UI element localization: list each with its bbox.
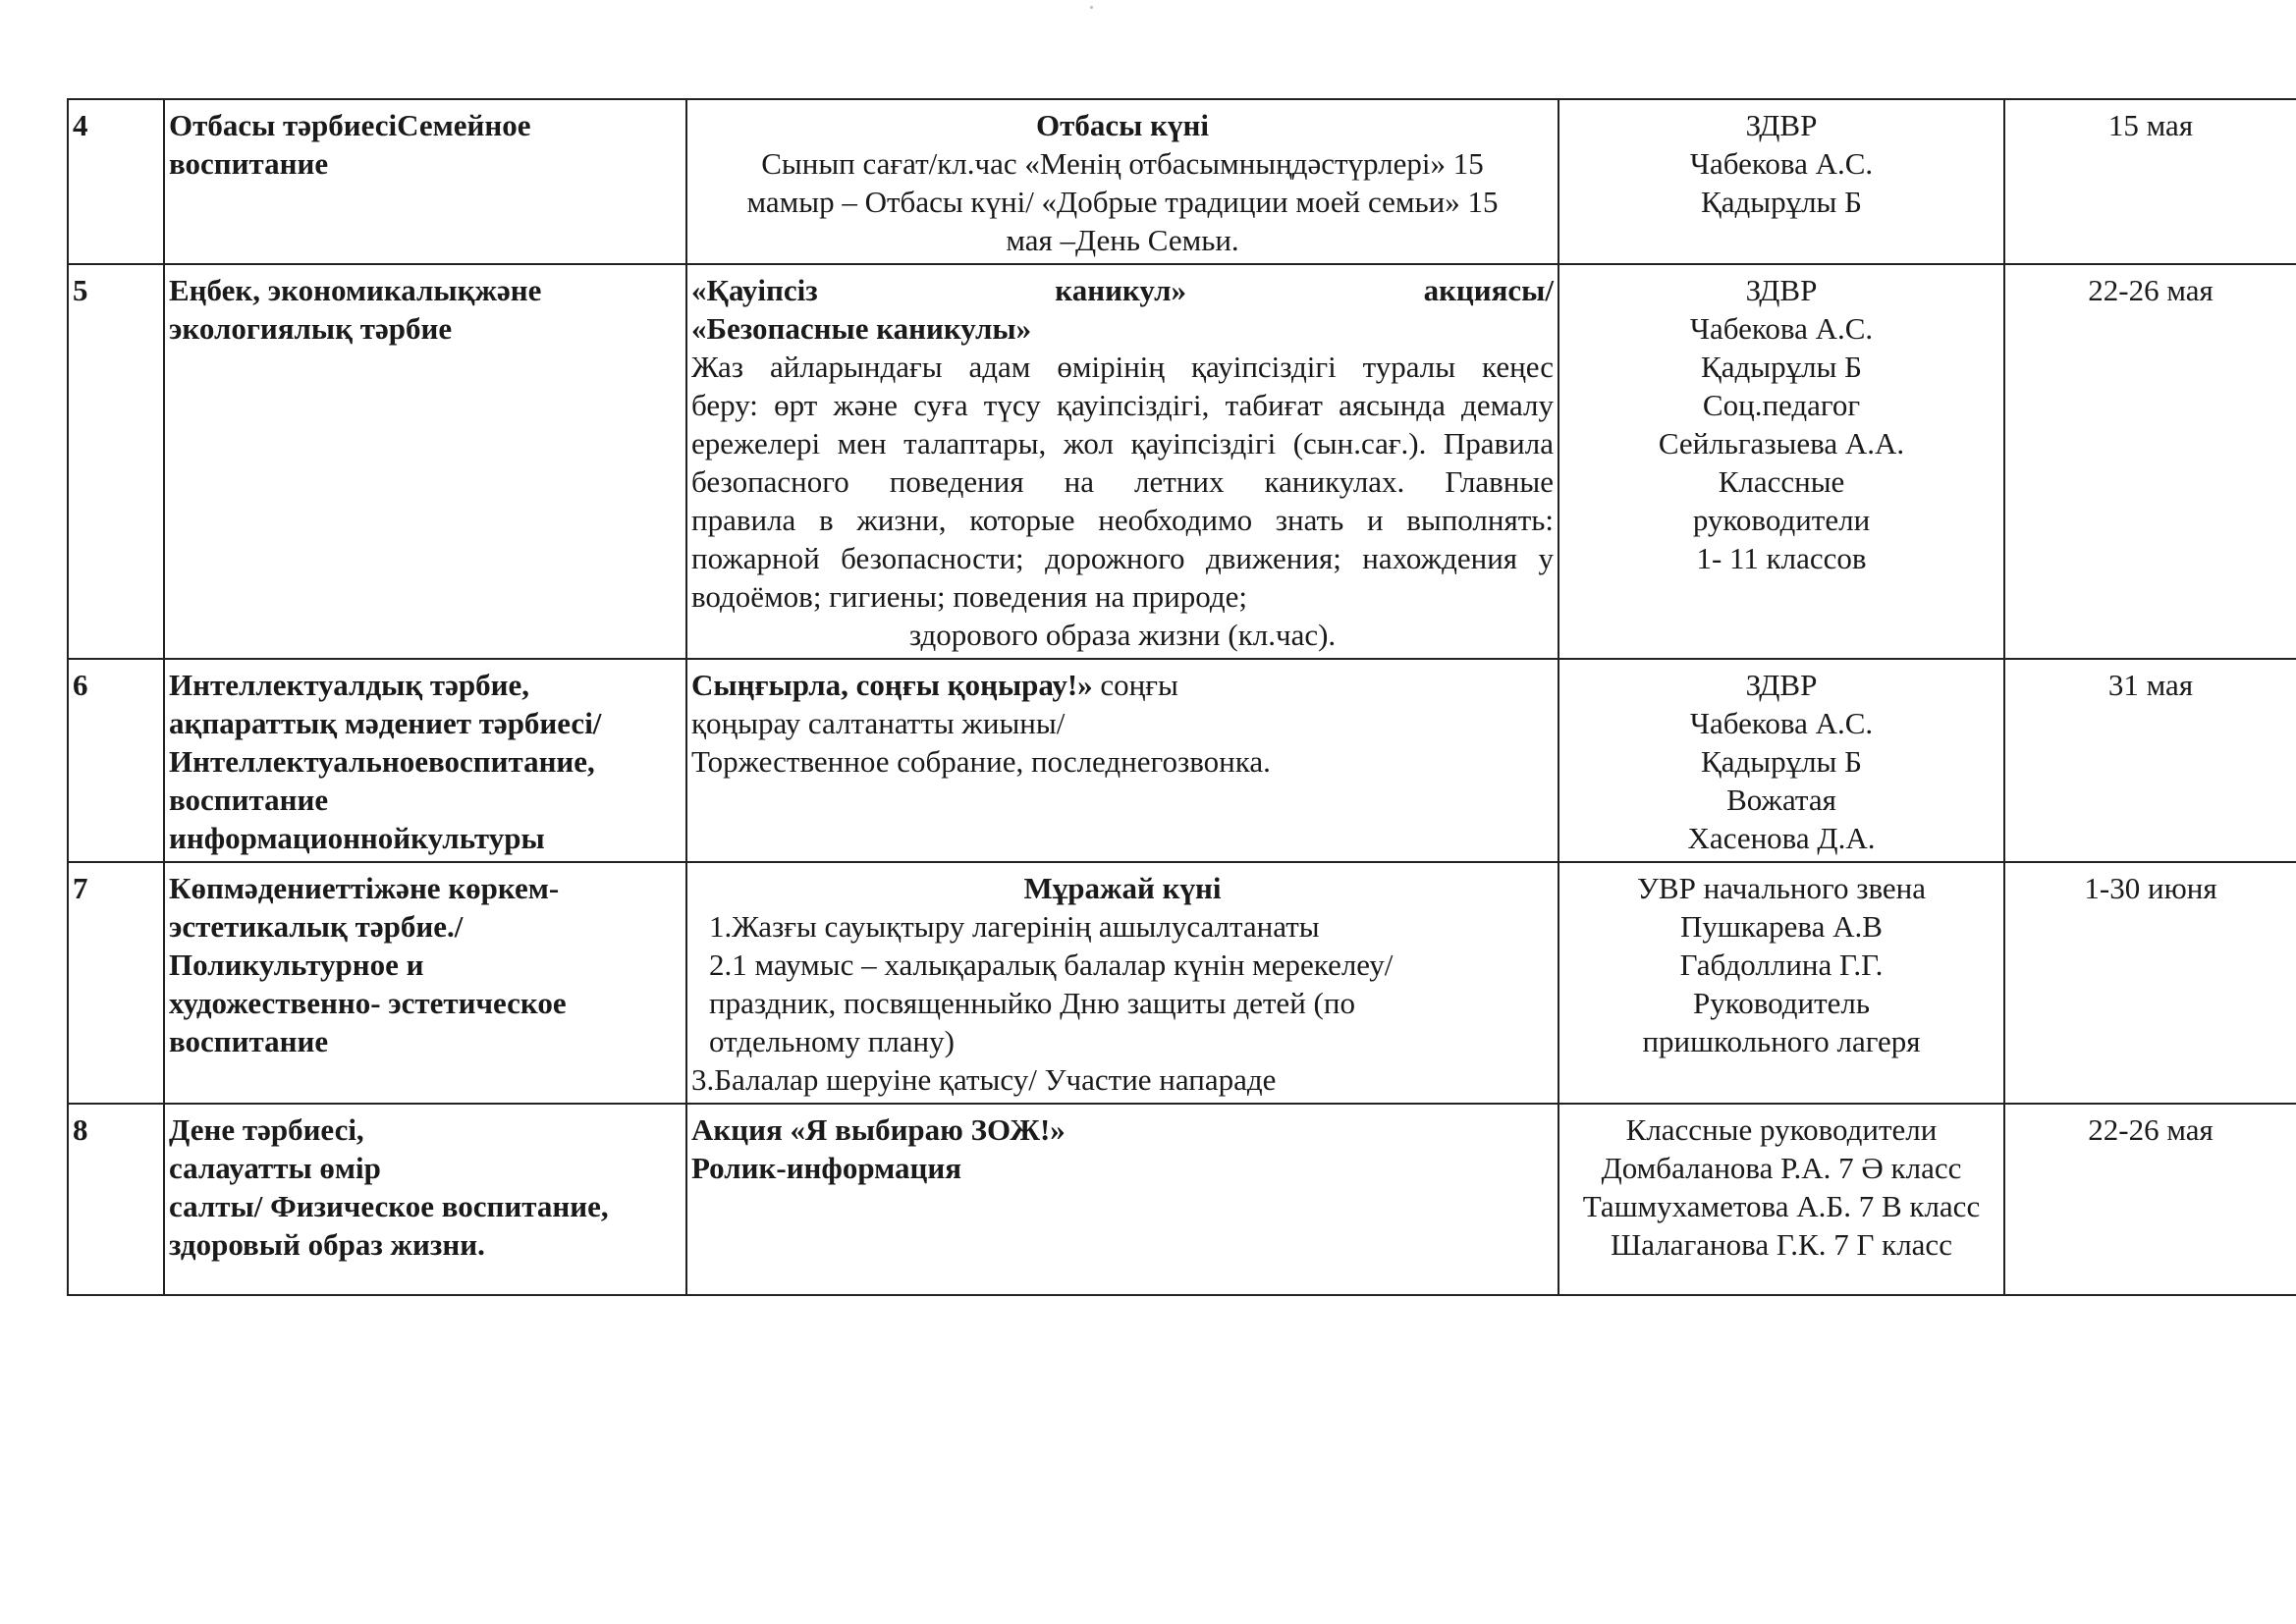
direction-line: информационнойкультуры bbox=[169, 821, 545, 855]
direction-line: Дене тәрбиесі, bbox=[169, 1112, 364, 1147]
direction-line: Отбасы тәрбиесіСемейное bbox=[169, 108, 531, 142]
responsible-line: Қадырұлы Б bbox=[1701, 350, 1862, 384]
responsible-line: Классные bbox=[1718, 464, 1845, 499]
direction-line: Көпмәдениеттіжәне көркем- bbox=[169, 871, 560, 905]
table-row bbox=[68, 264, 2296, 659]
direction-line: Еңбек, экономикалықжәне bbox=[169, 273, 542, 307]
activity-line: Акция «Я выбираю ЗОЖ!» bbox=[691, 1112, 1066, 1147]
activity-line: мая –День Семьи. bbox=[1006, 223, 1239, 257]
activity-line: Ролик-информация bbox=[691, 1151, 962, 1185]
direction-line: Интеллектуальноевоспитание, bbox=[169, 744, 595, 779]
direction-line: салауатты өмір bbox=[169, 1151, 381, 1185]
activity-line: правила в жизни, которые необходимо знать и выполнять: bbox=[691, 503, 1554, 537]
responsible-line: Вожатая bbox=[1726, 783, 1836, 817]
responsible-line: Сейльгазыева А.А. bbox=[1658, 426, 1905, 460]
responsible-line: ЗДВР bbox=[1745, 273, 1818, 307]
responsible-persons bbox=[1558, 99, 2004, 264]
direction-line: художественно- эстетическое bbox=[169, 986, 567, 1020]
activity-description bbox=[686, 659, 1558, 862]
event-date: 31 мая bbox=[2004, 659, 2296, 862]
plan-table-body bbox=[68, 99, 2296, 1295]
activity-line: Торжественное собрание, последнегозвонка. bbox=[691, 744, 1271, 779]
activity-line: Сынып сағат/кл.час «Менің отбасымныңдәстүрлері» 15 bbox=[761, 146, 1484, 181]
activity-line: «Безопасные каникулы» bbox=[691, 311, 1032, 346]
direction-line: здоровый образ жизни. bbox=[169, 1227, 485, 1262]
activity-description bbox=[686, 99, 1558, 264]
direction-line: Интеллектуалдық тәрбие, bbox=[169, 668, 530, 702]
activity-line: праздник, посвященныйко Дню защиты детей (по bbox=[709, 986, 1355, 1020]
responsible-line: УВР начального звена bbox=[1636, 871, 1927, 905]
education-direction bbox=[164, 659, 686, 862]
activity-line: водоёмов; гигиены; поведения на природе; bbox=[691, 579, 1247, 614]
row-number: 7 bbox=[68, 862, 164, 1104]
direction-line: салты/ Физическое воспитание, bbox=[169, 1189, 609, 1223]
event-date: 1-30 июня bbox=[2004, 862, 2296, 1104]
event-date: 22-26 мая bbox=[2004, 1104, 2296, 1295]
activity-line: здорового образа жизни (кл.час). bbox=[908, 618, 1337, 652]
responsible-line: Шалаганова Г.К. 7 Г класс bbox=[1611, 1227, 1952, 1262]
responsible-line: Қадырұлы Б bbox=[1701, 185, 1862, 219]
activity-line: 2.1 маумыс – халықаралық балалар күнін мерекелеу/ bbox=[709, 947, 1394, 982]
activity-description bbox=[686, 1104, 1558, 1295]
activity-line: Мұражай күні bbox=[1023, 871, 1222, 905]
activity-line: «Қауіпсіз каникул» акциясы/ bbox=[691, 273, 1554, 307]
activity-line: беру: өрт және суға түсу қауіпсіздігі, табиғат аясында демалу bbox=[691, 388, 1554, 422]
activity-line: ережелері мен талаптары, жол қауіпсіздігі (сын.сағ.). Правила bbox=[691, 426, 1554, 460]
table-row bbox=[68, 1104, 2296, 1295]
table-row bbox=[68, 99, 2296, 264]
responsible-line: Классные руководители bbox=[1625, 1112, 1938, 1147]
row-number: 4 bbox=[68, 99, 164, 264]
activity-line: Жаз айларындағы адам өмірінің қауіпсіздігі туралы кеңес bbox=[691, 350, 1554, 384]
responsible-line: ЗДВР bbox=[1745, 668, 1818, 702]
responsible-line: Хасенова Д.А. bbox=[1687, 821, 1876, 855]
activity-description bbox=[686, 264, 1558, 659]
event-date: 22-26 мая bbox=[2004, 264, 2296, 659]
direction-line: эстетикалық тәрбие./ bbox=[169, 909, 464, 944]
direction-line: Поликультурное и bbox=[169, 947, 424, 982]
row-number: 8 bbox=[68, 1104, 164, 1295]
activity-description bbox=[686, 862, 1558, 1104]
responsible-line: ЗДВР bbox=[1745, 108, 1818, 142]
education-direction bbox=[164, 862, 686, 1104]
responsible-line: Ташмухаметова А.Б. 7 В класс bbox=[1582, 1189, 1981, 1223]
direction-line: экологиялық тәрбие bbox=[169, 311, 453, 346]
responsible-line: Пушкарева А.В bbox=[1680, 909, 1883, 944]
direction-line: ақпараттық мәдениет тәрбиесі/ bbox=[169, 706, 602, 740]
event-date: 15 мая bbox=[2004, 99, 2296, 264]
activity-line: отдельному плану) bbox=[709, 1024, 955, 1058]
table-row bbox=[68, 659, 2296, 862]
activity-line: Отбасы күні bbox=[1036, 108, 1209, 142]
education-direction bbox=[164, 1104, 686, 1295]
activity-line: 1.Жазғы сауықтыру лагерінің ашылусалтанаты bbox=[709, 909, 1320, 944]
activity-line: пожарной безопасности; дорожного движения; нахождения у bbox=[691, 541, 1554, 575]
activity-line: 3.Балалар шеруіне қатысу/ Участие напараде bbox=[691, 1062, 1277, 1097]
responsible-line: Руководитель bbox=[1692, 986, 1871, 1020]
responsible-line: Қадырұлы Б bbox=[1701, 744, 1862, 779]
responsible-line: Домбаланова Р.А. 7 Ә класс bbox=[1601, 1151, 1962, 1185]
responsible-persons bbox=[1558, 1104, 2004, 1295]
responsible-line: Чабекова А.С. bbox=[1689, 706, 1874, 740]
responsible-persons bbox=[1558, 862, 2004, 1104]
table-row bbox=[68, 862, 2296, 1104]
direction-line: воспитание bbox=[169, 783, 329, 817]
scan-speck bbox=[1090, 6, 1093, 9]
row-number: 6 bbox=[68, 659, 164, 862]
activity-line: Сыңғырла, соңғы қоңырау!» соңғы bbox=[691, 668, 1178, 702]
responsible-line: руководители bbox=[1692, 503, 1871, 537]
responsible-line: Чабекова А.С. bbox=[1689, 146, 1874, 181]
activity-line: қоңырау салтанатты жиыны/ bbox=[691, 706, 1066, 740]
responsible-persons bbox=[1558, 264, 2004, 659]
direction-line: воспитание bbox=[169, 1024, 329, 1058]
responsible-line: пришкольного лагеря bbox=[1642, 1024, 1921, 1058]
education-direction bbox=[164, 264, 686, 659]
plan-table bbox=[67, 98, 2296, 1296]
activity-line: мамыр – Отбасы күні/ «Добрые традиции моей семьи» 15 bbox=[746, 185, 1499, 219]
education-direction bbox=[164, 99, 686, 264]
activity-line: безопасного поведения на летних каникулах. Главные bbox=[691, 464, 1554, 499]
responsible-line: Габдоллина Г.Г. bbox=[1679, 947, 1884, 982]
responsible-line: Соц.педагог bbox=[1702, 388, 1861, 422]
direction-line: воспитание bbox=[169, 146, 329, 181]
responsible-line: 1- 11 классов bbox=[1696, 541, 1867, 575]
responsible-line: Чабекова А.С. bbox=[1689, 311, 1874, 346]
responsible-persons bbox=[1558, 659, 2004, 862]
row-number: 5 bbox=[68, 264, 164, 659]
